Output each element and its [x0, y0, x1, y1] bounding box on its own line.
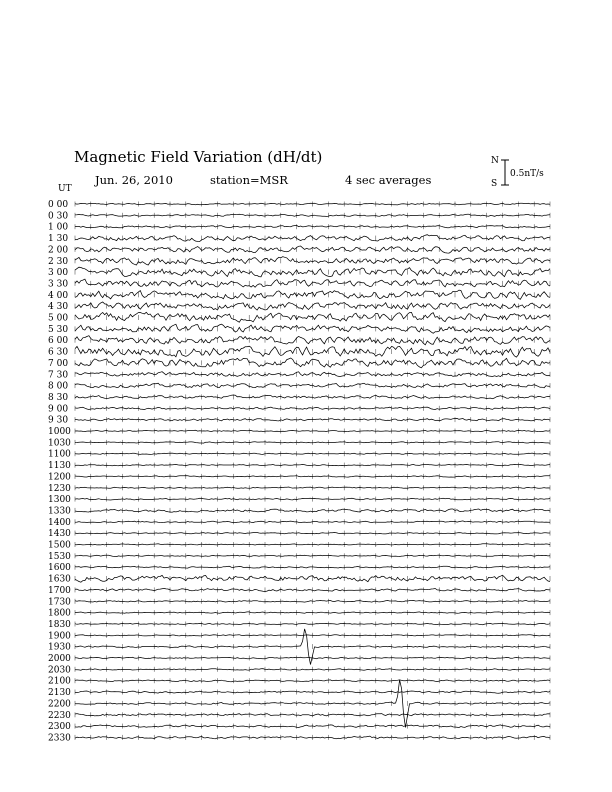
- trace-rows: [48, 200, 550, 743]
- row-time-label: 3 30: [48, 279, 69, 290]
- row-time-label: 2130: [48, 688, 71, 698]
- row-time-label: 1530: [48, 551, 71, 562]
- row-time-label: 1500: [48, 540, 71, 551]
- scale-north-label: N: [491, 156, 499, 166]
- row-time-label: 0 30: [48, 211, 69, 222]
- row-time-label: 1730: [48, 597, 71, 608]
- chart-title: Magnetic Field Variation (dH/dt): [74, 148, 323, 166]
- row-time-label: 9 30: [48, 415, 69, 426]
- scale-south-label: S: [491, 179, 498, 189]
- scale-value: 0.5nT/s: [510, 169, 544, 179]
- row-time-label: 2000: [48, 654, 71, 664]
- chart-averaging: 4 sec averages: [345, 173, 432, 187]
- row-time-label: 9 00: [48, 404, 69, 415]
- row-time-label: 2330: [48, 733, 71, 744]
- row-time-label: 2100: [48, 676, 71, 687]
- row-time-label: 1930: [48, 642, 71, 653]
- row-time-label: 8 30: [48, 392, 69, 403]
- row-time-label: 2200: [48, 699, 71, 710]
- row-time-label: 1200: [48, 472, 71, 483]
- row-time-label: 1230: [48, 483, 71, 494]
- trace-line: [75, 324, 550, 333]
- chart-date: Jun. 26, 2010: [95, 173, 173, 187]
- row-time-label: 1800: [48, 608, 71, 619]
- row-time-label: 6 30: [48, 347, 69, 358]
- row-time-label: 7 30: [48, 370, 69, 381]
- row-time-label: 1830: [48, 620, 71, 630]
- row-time-label: 1700: [48, 585, 71, 596]
- row-time-label: 1300: [48, 495, 71, 506]
- row-time-label: 1030: [48, 438, 71, 449]
- row-time-label: 2 30: [48, 256, 69, 267]
- chart-station: station=MSR: [210, 173, 288, 187]
- trace-line: [75, 336, 550, 345]
- row-time-label: 7 00: [48, 358, 69, 369]
- row-time-label: 1430: [48, 529, 71, 540]
- row-time-label: 3 00: [48, 268, 69, 279]
- row-time-label: 1000: [48, 427, 71, 437]
- ut-axis-label: UT: [58, 184, 72, 194]
- row-time-label: 1130: [48, 461, 71, 472]
- row-time-label: 4 00: [48, 290, 69, 301]
- row-time-label: 6 00: [48, 336, 69, 347]
- row-time-label: 0 00: [48, 200, 69, 210]
- row-time-label: 1400: [48, 517, 71, 528]
- row-time-label: 1 00: [48, 222, 69, 233]
- row-time-label: 4 30: [48, 302, 69, 313]
- row-time-label: 8 00: [48, 381, 69, 392]
- row-time-label: 5 30: [48, 324, 69, 335]
- row-time-label: 2300: [48, 722, 71, 733]
- row-time-label: 1600: [48, 563, 71, 574]
- row-time-label: 2230: [48, 710, 71, 721]
- row-time-label: 1100: [48, 449, 71, 460]
- row-time-label: 2030: [48, 665, 71, 676]
- row-time-label: 1630: [48, 574, 71, 585]
- row-time-label: 1900: [48, 631, 71, 642]
- row-time-label: 1330: [48, 506, 71, 517]
- row-time-label: 5 00: [48, 313, 69, 324]
- row-time-label: 1 30: [48, 234, 69, 245]
- row-time-label: 2 00: [48, 245, 69, 256]
